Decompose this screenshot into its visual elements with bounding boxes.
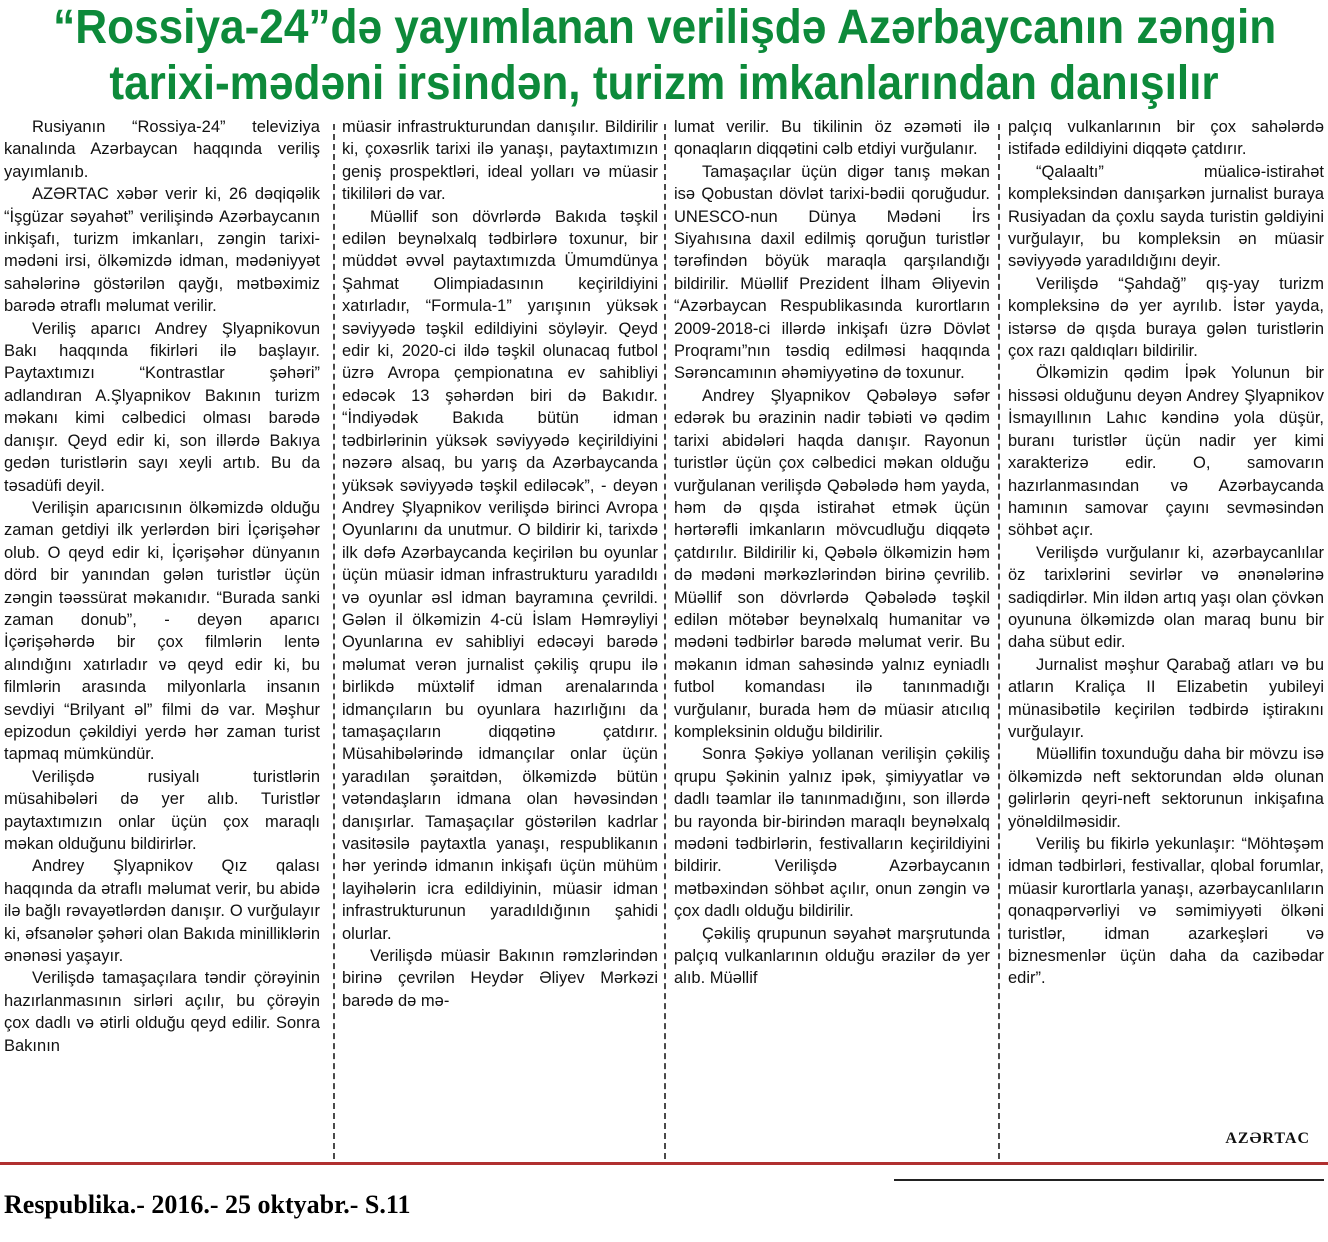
headline [53,0,1275,112]
paragraph: Veriliş bu fikirlə yekunlaşır: “Möhtəşəm idman tədbirləri, festivallar, qlobal forumlar, müasir kurortlarla yanaşı, azərbaycanlıların qonaqpərvərliyi və səmimiyyəti ölkəni turistlər, idman azarkeşləri və biznesmenlər üçün daha da cazibədar edir”. [1008,835,1324,988]
paragraph: Verilişdə rusiyalı turistlərin müsahibələri də yer alıb. Turistlər paytaxtımızın onlar üçün çox maraqlı məkan olduğunu bildirirlər. [4,767,320,853]
paragraph: Jurnalist məşhur Qarabağ atları və bu atların Kraliça II Elizabetin yubileyi münasibətilə keçirilən tədbirdə iştirakını vurğulayır. [1008,655,1324,741]
column-1 [4,116,320,1156]
paragraph: Ölkəmizin qədim İpək Yolunun bir hissəsi olduğunu deyən Andrey Şlyapnikov İsmayıllının Lahıc kəndinə yola düşür, buranı turistlər üçün nadir yer kimi xarakterizə edir. O, samovarın hazırlanmasından və Azərbaycanda hamının samovar çayını sevməsindən söhbət açır. [1008,364,1324,540]
column-4 [1008,116,1324,1156]
column-divider [333,124,335,1159]
paragraph: AZƏRTAC xəbər verir ki, 26 dəqiqəlik “İşgüzar səyahət” verilişində Azərbaycanın inkişafı, turizm imkanları, zəngin tarixi-mədəni irsi, ölkəmizdə idman, mədəniyyət sahələrinə göstərilən qayğı, mətbəximiz barədə ətraflı məlumat verilir. [4,185,320,316]
paragraph: palçıq vulkanlarının bir çox sahələrdə istifadə edildiyini diqqətə çatdırır. [1008,118,1324,159]
bottom-divider [0,1162,1328,1165]
column-3 [674,116,990,1156]
column-divider [998,124,1000,1159]
paragraph: Verilişdə “Şahdağ” qış-yay turizm kompleksinə də yer ayrılıb. İstər yayda, istərsə də qışda buraya gələn turistlərin çox razı qaldıqları bildirilir. [1008,274,1324,361]
short-divider [894,1179,1324,1181]
paragraph: Verilişdə müasir Bakının rəmzlərindən birinə çevrilən Heydər Əliyev Mərkəzi barədə də mə- [342,947,658,1010]
paragraph: Veriliş aparıcı Andrey Şlyapnikovun Bakı haqqında fikirləri ilə başlayır. Paytaxtımızı “Kontrastlar şəhəri” adlandıran A.Şlyapnikov Bakının turizm məkanı kimi cəlbedici olması barədə danışır. Qeyd edir ki, son illərdə Bakıya gedən turistlərin sayı xeyli artıb. Bu da təsadüfi deyil. [4,319,320,495]
headline-line-1: “Rossiya-24”də yayımlanan verilişdə Azərbaycanın zəngin [53,1,1277,54]
source-citation: Respublika.- 2016.- 25 oktyabr.- S.11 [4,1190,411,1219]
paragraph: Verilişdə vurğulanır ki, azərbaycanlılar öz tarixlərini sevirlər və ənənələrinə sadiqdirlər. Min ildən artıq yaşı olan çövkən oyununa ölkəmizdə olan maraq bunu bir daha sübut edir. [1008,543,1324,652]
paragraph: Rusiyanın “Rossiya-24” televiziya kanalında Azərbaycan haqqında veriliş yayımlanıb. [4,118,320,181]
paragraph: Çəkiliş qrupunun səyahət marşrutunda palçıq vulkanlarının olduğu ərazilər də yer alıb. Müəllif [674,924,990,988]
paragraph: müasir infrastrukturundan danışılır. Bildirilir ki, çoxəsrlik tarixi ilə yanaşı, paytaxtımızın geniş prospektləri, ideal yolları və müasir tikililəri də var. [342,118,658,204]
paragraph: Sonra Şəkiyə yollanan verilişin çəkiliş qrupu Şəkinin yalnız ipək, şimiyyatlar və dadlı təamlar ilə tanınmadığını, son illərdə bu rayonda bir-birindən maraqlı beynəlxalq mədəni tədbirlərin, festivalların keçirildiyini bildirir. Verilişdə Azərbaycanın mətbəxindən söhbət açılır, onun zəngin və çox dadlı olduğu bildirilir. [674,745,990,921]
paragraph: “Qalaaltı” müalicə-istirahət kompleksindən danışarkən jurnalist buraya Rusiyadan da çoxlu sayda turistin gəldiyini vurğulayır, bu kompleksin ən müasir səviyyədə yaradıldığını deyir. [1008,162,1324,271]
paragraph: lumat verilir. Bu tikilinin öz əzəməti ilə qonaqların diqqətini cəlb etdiyi vurğulanır. [674,118,990,159]
paragraph: Verilişin aparıcısının ölkəmizdə olduğu zaman getdiyi ilk yerlərdən biri İçərişəhər olub. O qeyd edir ki, İçərişəhər dünyanın dörd bir yanından gələn turistlər üçün zəngin təəssürat məkanıdır. “Burada sanki zaman donub”, - deyən aparıcı İçərişəhərdə bir çox filmlərin lentə alındığını xatırladır və qeyd edir ki, bu filmlərin arasında milyonlarla insanın sevdiyi “Brilyant əl” filmi də var. Məşhur epizodun çəkildiyi yerdə hər zaman turist tapmaq mümkündür. [4,498,320,764]
column-2 [342,116,658,1156]
headline-line-2: tarixi-mədəni irsindən, turizm imkanlarından danışılır [109,57,1219,110]
paragraph: Andrey Şlyapnikov Qız qalası haqqında da ətraflı məlumat verir, bu abidə ilə bağlı rəvayətlərdən danışır. O vurğulayır ki, əfsanələr şəhəri olan Bakıda minilliklərin ənənəsi yaşayır. [4,857,320,966]
paragraph: Andrey Şlyapnikov Qəbələyə səfər edərək bu ərazinin nadir təbiəti və qədim tarixi abidələri haqda danışır. Rayonun turistlər üçün çox cəlbedici məkan olduğu vurğulanan verilişdə Qəbələdə həm yayda, həm də qışda istirahət etmək üçün hərtərəfli imkanların mövcudluğu diqqətə çatdırılır. Bildirilir ki, Qəbələ ölkəmizin həm də mədəni mərkəzlərindən birinə çevrilib. Müəllif son dövrlərdə Qəbələdə təşkil edilən mötəbər beynəlxalq humanitar və mədəni tədbirlər barədə məlumat verir. Bu məkanın idman sahəsində yalnız eyniadlı futbol komandası ilə tanınmadığı vurğulanır, burada həm də müasir atıcılıq kompleksinin olduğu bildirilir. [674,386,990,741]
byline-agency: AZƏRTAC [1225,1130,1310,1147]
paragraph: Müəllifin toxunduğu daha bir mövzu isə ölkəmizdə neft sektorundan əldə olunan gəlirlərin qeyri-neft sektorunun inkişafına yönəldilməsidir. [1008,745,1324,831]
paragraph: Müəllif son dövrlərdə Bakıda təşkil edilən beynəlxalq tədbirlərə toxunur, bir müddət əvvəl paytaxtımızda Ümumdünya Şahmat Olimpiadasının keçirildiyini xatırladır, “Formula-1” yarışının yüksək səviyyədə təşkil edildiyini söyləyir. Qeyd edir ki, 2020-ci ildə təşkil olunacaq futbol üzrə Avropa çempionatına ev sahibliyi edəcək 13 şəhərdən biri də Bakıdır. “İndiyədək Bakıda bütün idman tədbirlərinin yüksək səviyyədə keçirildiyini nəzərə alsaq, bu yarış da Azərbaycanda yüksək səviyyədə təşkil ediləcək”, - deyən Andrey Şlyapnikov verilişdə birinci Avropa Oyunlarını da unutmur. O bildirir ki, tarixdə ilk dəfə Azərbaycanda keçirilən bu oyunlar üçün müasir idman infrastrukturu yaradıldı və oyunlar əsl idman bayramına çevrildi. Gələn il ölkəmizin 4-cü İslam Həmrəyliyi Oyunlarına ev sahibliyi edəcəyi barədə məlumat verən jurnalist çəkiliş qrupu ilə birlikdə müxtəlif idman arenalarında idmançıların bu oyunlara hazırlığını da tamaşaçıların diqqətinə çatdırır. Müsahibələrində idmançılar onlar üçün yaradılan şəraitdən, ölkəmizdə bütün vətəndaşların idmana olan həvəsindən danışırlar. Tamaşaçılar göstərilən kadrlar vasitəsilə paytaxtla yanaşı, respublikanın hər yerində idmanın inkişafı üçün mühüm layihələrin icra edildiyinin, müasir idman infrastrukturunun yaradıldığının şahidi olurlar. [342,207,658,943]
column-divider [664,124,666,1159]
paragraph: Tamaşaçılar üçün digər tanış məkan isə Qobustan dövlət tarixi-bədii qoruğudur. UNESCO-nun Dünya Mədəni İrs Siyahısına daxil edilmiş qoruğun turistlər tərəfindən böyük maraqla qarşılandığı bildirilir. Müəllif Prezident İlham Əliyevin “Azərbaycan Respublikasında kurortların 2009-2018-ci illərdə inkişafı üzrə Dövlət Proqramı”nın təsdiq edilməsi haqqında Sərəncamının əhəmiyyətinə də toxunur. [674,162,990,383]
article-body [4,116,1326,1156]
paragraph: Verilişdə tamaşaçılara təndir çörəyinin hazırlanmasının sirləri açılır, bu çörəyin çox dadlı və ətirli olduğu qeyd edilir. Sonra Bakının [4,969,320,1055]
